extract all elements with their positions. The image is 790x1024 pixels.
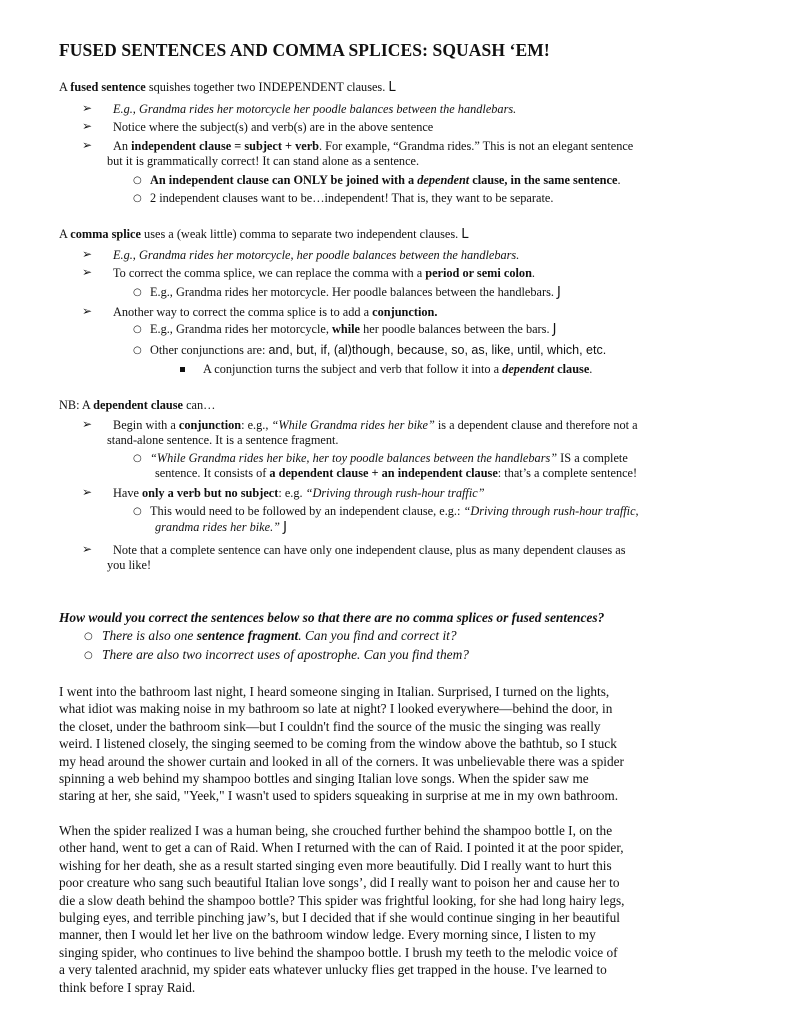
splice-term: comma splice xyxy=(70,227,141,241)
italic-text: “While Grandma rides her bike, her toy poodle balances between the handlebars” xyxy=(150,451,558,465)
nb-sub-complete-line2 xyxy=(155,466,637,481)
bold-text: conjunction. xyxy=(372,305,438,319)
splice-bullet-correct xyxy=(113,266,535,281)
fused-sub-only-dependent xyxy=(150,173,621,188)
exercise-sub-fragment xyxy=(102,628,457,644)
arrow-bullet-icon: ➢ xyxy=(82,485,93,499)
text: her poodle balances between the bars. xyxy=(360,322,553,336)
circle-bullet-icon: ○ xyxy=(133,345,142,356)
text: . For example, “Grandma rides.” This is not an elegant sentence xyxy=(319,139,634,153)
italic-text: “Driving through rush-hour traffic” xyxy=(305,486,485,500)
bold-text: conjunction xyxy=(178,418,242,432)
text: To correct the comma splice, we can replace the comma with a xyxy=(113,266,426,280)
passage-line: the closet, under the bathroom sink—but I couldn't find the source of the music the singing was really xyxy=(59,718,601,734)
text: : that’s a complete sentence! xyxy=(497,466,638,480)
nb-intro xyxy=(59,398,215,413)
fused-bullet-notice: Notice where the subject(s) and verb(s) are in the above sentence xyxy=(113,120,434,134)
passage-line: bulging eyes, and terrible pinching jaw’s, but I decided that if she would continue singing in her beautiful xyxy=(59,910,620,926)
circle-bullet-icon: ○ xyxy=(133,287,142,298)
fused-term: fused sentence xyxy=(70,80,146,94)
passage-line: die a slow death behind the shampoo bottle? This spider was frightful looking, for she had long hairy legs, xyxy=(59,892,625,908)
splice-bullet-conjunction xyxy=(113,305,437,320)
nb-bullet-conjunction-line2: stand-alone sentence. It is a sentence fragment. xyxy=(107,433,339,447)
nb-sub-complete xyxy=(150,451,628,466)
fused-intro-a: A xyxy=(59,80,71,94)
text: IS a complete xyxy=(557,451,628,465)
smile-face-icon: J xyxy=(283,520,287,535)
text: . xyxy=(617,173,621,187)
passage-line: I went into the bathroom last night, I heard someone singing in Italian. Surprised, I turned on the lights, xyxy=(59,684,610,699)
text: is a dependent clause and therefore not a xyxy=(434,418,638,432)
exercise-question: How would you correct the sentences below so that there are no comma splices or fused sentences? xyxy=(59,610,605,625)
dependent-clause-term: dependent clause xyxy=(93,398,184,412)
bold-italic-text: dependent xyxy=(502,362,555,376)
smile-face-icon: J xyxy=(552,322,557,337)
passage-line: my head around the shower curtain and looked in all of the corners. It was unbelievable there was a spider xyxy=(59,753,624,769)
splice-subsub-conjunction-turns xyxy=(203,362,592,377)
passage-line: weird. I listened closely, the singing seemed to be coming from the window above the bathtub, so I stuck xyxy=(59,736,617,752)
fused-example-text: E.g., Grandma rides her motorcycle her poodle balances between the handlebars. xyxy=(113,102,517,116)
arrow-bullet-icon: ➢ xyxy=(82,265,93,279)
nb-bullet-conjunction xyxy=(113,418,638,433)
nb-sub-followed-line2 xyxy=(155,520,287,535)
circle-bullet-icon: ○ xyxy=(133,453,142,464)
text: E.g., Grandma rides her motorcycle, xyxy=(150,322,332,336)
splice-sub-period xyxy=(150,285,561,300)
fused-bullet-independent xyxy=(113,139,633,154)
nb-bullet-verb xyxy=(113,486,485,501)
fused-bullet-example xyxy=(113,102,516,117)
bold-text: period or semi colon xyxy=(425,266,532,280)
text: sentence. It consists of xyxy=(155,466,270,480)
passage-line: staring at her, she said, "Yeek," I wasn't used to spiders squeaking in surprise at me in my own bathroom. xyxy=(59,788,619,804)
splice-sub-while xyxy=(150,322,556,337)
text: . xyxy=(531,266,535,280)
arrow-bullet-icon: ➢ xyxy=(82,417,93,431)
nb-bullet-note: Note that a complete sentence can have only one independent clause, plus as many dependent clauses as xyxy=(113,543,626,557)
circle-bullet-icon: ○ xyxy=(133,506,142,517)
fused-sub-separate: 2 independent clauses want to be…independent! That is, they want to be separate. xyxy=(150,191,554,205)
text: E.g., Grandma rides her motorcycle. Her poodle balances between the handlebars. xyxy=(150,285,558,299)
smile-face-icon: J xyxy=(557,285,561,300)
splice-bullet-example xyxy=(113,248,519,263)
italic-text: “While Grandma rides her bike” xyxy=(271,418,435,432)
text: NB: A xyxy=(59,398,94,412)
bold-text: clause xyxy=(554,362,590,376)
square-bullet-icon xyxy=(180,367,185,372)
passage-line: manner, then I would let her live on the bathroom window ledge. Every morning since, I listen to my xyxy=(59,927,596,943)
exercise-sub-apostrophe: There are also two incorrect uses of apostrophe. Can you find them? xyxy=(102,647,469,662)
passage-line: think before I spray Raid. xyxy=(59,979,196,995)
arrow-bullet-icon: ➢ xyxy=(82,304,93,318)
splice-example-text: E.g., Grandma rides her motorcycle, her poodle balances between the handlebars. xyxy=(113,248,520,262)
arrow-bullet-icon: ➢ xyxy=(82,119,93,133)
sad-face-icon: L xyxy=(461,227,469,242)
text: There is also one xyxy=(102,628,197,643)
text: An xyxy=(113,139,132,153)
circle-bullet-icon: ○ xyxy=(84,650,93,661)
text: A xyxy=(59,227,71,241)
passage-line: wishing for her death, she as a result started singing even more beautifully. Did I really want to hurt this xyxy=(59,857,612,873)
circle-bullet-icon: ○ xyxy=(133,175,142,186)
bold-text: An independent clause can ONLY be joined with a xyxy=(150,173,418,187)
passage-line: poor creature who sang such beautiful Italian love songs’, did I really want to poison her and cause her to xyxy=(59,875,620,891)
passage-line: a very talented arachnid, my spider eats whatever unlucky flies get trapped in the house. I've learned to xyxy=(59,962,607,978)
text: A conjunction turns the subject and verb that follow it into a xyxy=(203,362,503,376)
splice-intro xyxy=(59,227,469,242)
bold-text: while xyxy=(332,322,361,336)
passage-paragraph-1 xyxy=(59,683,684,805)
splice-sub-conjunction-list xyxy=(150,343,606,358)
passage-line: singing spider, who continues to live behind the shampoo bottle. I brush my teeth to the melodic voice of xyxy=(59,944,618,960)
text: Another way to correct the comma splice is to add a xyxy=(113,305,373,319)
nb-bullet-note-line2: you like! xyxy=(107,558,152,572)
fused-intro-rest: squishes together two INDEPENDENT clauses. xyxy=(145,80,389,94)
conjunction-list: and, but, if, (al)though, because, so, as, like, until, which, etc. xyxy=(268,343,607,357)
circle-bullet-icon: ○ xyxy=(133,193,142,204)
circle-bullet-icon: ○ xyxy=(133,324,142,335)
fused-bullet-independent-line2: but it is grammatically correct! It can stand alone as a sentence. xyxy=(107,154,420,168)
text: can… xyxy=(183,398,216,412)
nb-sub-followed xyxy=(150,504,639,519)
passage-line: spinning a web behind my shampoo bottles and singing Italian love songs. When the spider saw me xyxy=(59,771,589,787)
bold-text: only a verb but no subject xyxy=(142,486,279,500)
sad-face-icon: L xyxy=(388,80,396,95)
passage-line: When the spider realized I was a human being, she crouched further behind the shampoo bottle I, on the xyxy=(59,823,613,838)
bold-italic-text: sentence fragment xyxy=(196,628,299,643)
text: : e.g. xyxy=(278,486,306,500)
italic-text: “Driving through rush-hour traffic, xyxy=(463,504,639,518)
text: Other conjunctions are: xyxy=(150,343,269,357)
text: . xyxy=(589,362,593,376)
text: : e.g., xyxy=(241,418,272,432)
arrow-bullet-icon: ➢ xyxy=(82,138,93,152)
bold-text: a dependent clause + an independent clause xyxy=(269,466,498,480)
bold-text: independent clause = subject + verb xyxy=(131,139,319,153)
bold-italic-text: dependent xyxy=(417,173,470,187)
passage-line: other hand, went to get a can of Raid. When I returned with the can of Raid. I pointed it at the poor spider, xyxy=(59,840,624,856)
bold-text: clause, in the same sentence xyxy=(469,173,618,187)
text: uses a (weak little) comma to separate two independent clauses. xyxy=(140,227,462,241)
passage-line: what idiot was making noise in my bathroom so late at night? I looked everywhere—behind the door, in xyxy=(59,701,613,717)
fused-intro xyxy=(59,80,396,95)
passage-paragraph-2 xyxy=(59,822,684,996)
text: This would need to be followed by an independent clause, e.g.: xyxy=(150,504,464,518)
circle-bullet-icon: ○ xyxy=(84,631,93,642)
italic-text: grandma rides her bike.” xyxy=(155,520,284,534)
arrow-bullet-icon: ➢ xyxy=(82,542,93,556)
arrow-bullet-icon: ➢ xyxy=(82,101,93,115)
text: . Can you find and correct it? xyxy=(298,628,457,643)
text: Begin with a xyxy=(113,418,179,432)
arrow-bullet-icon: ➢ xyxy=(82,247,93,261)
page-title: FUSED SENTENCES AND COMMA SPLICES: SQUASH ‘EM! xyxy=(59,40,550,60)
text: Have xyxy=(113,486,143,500)
